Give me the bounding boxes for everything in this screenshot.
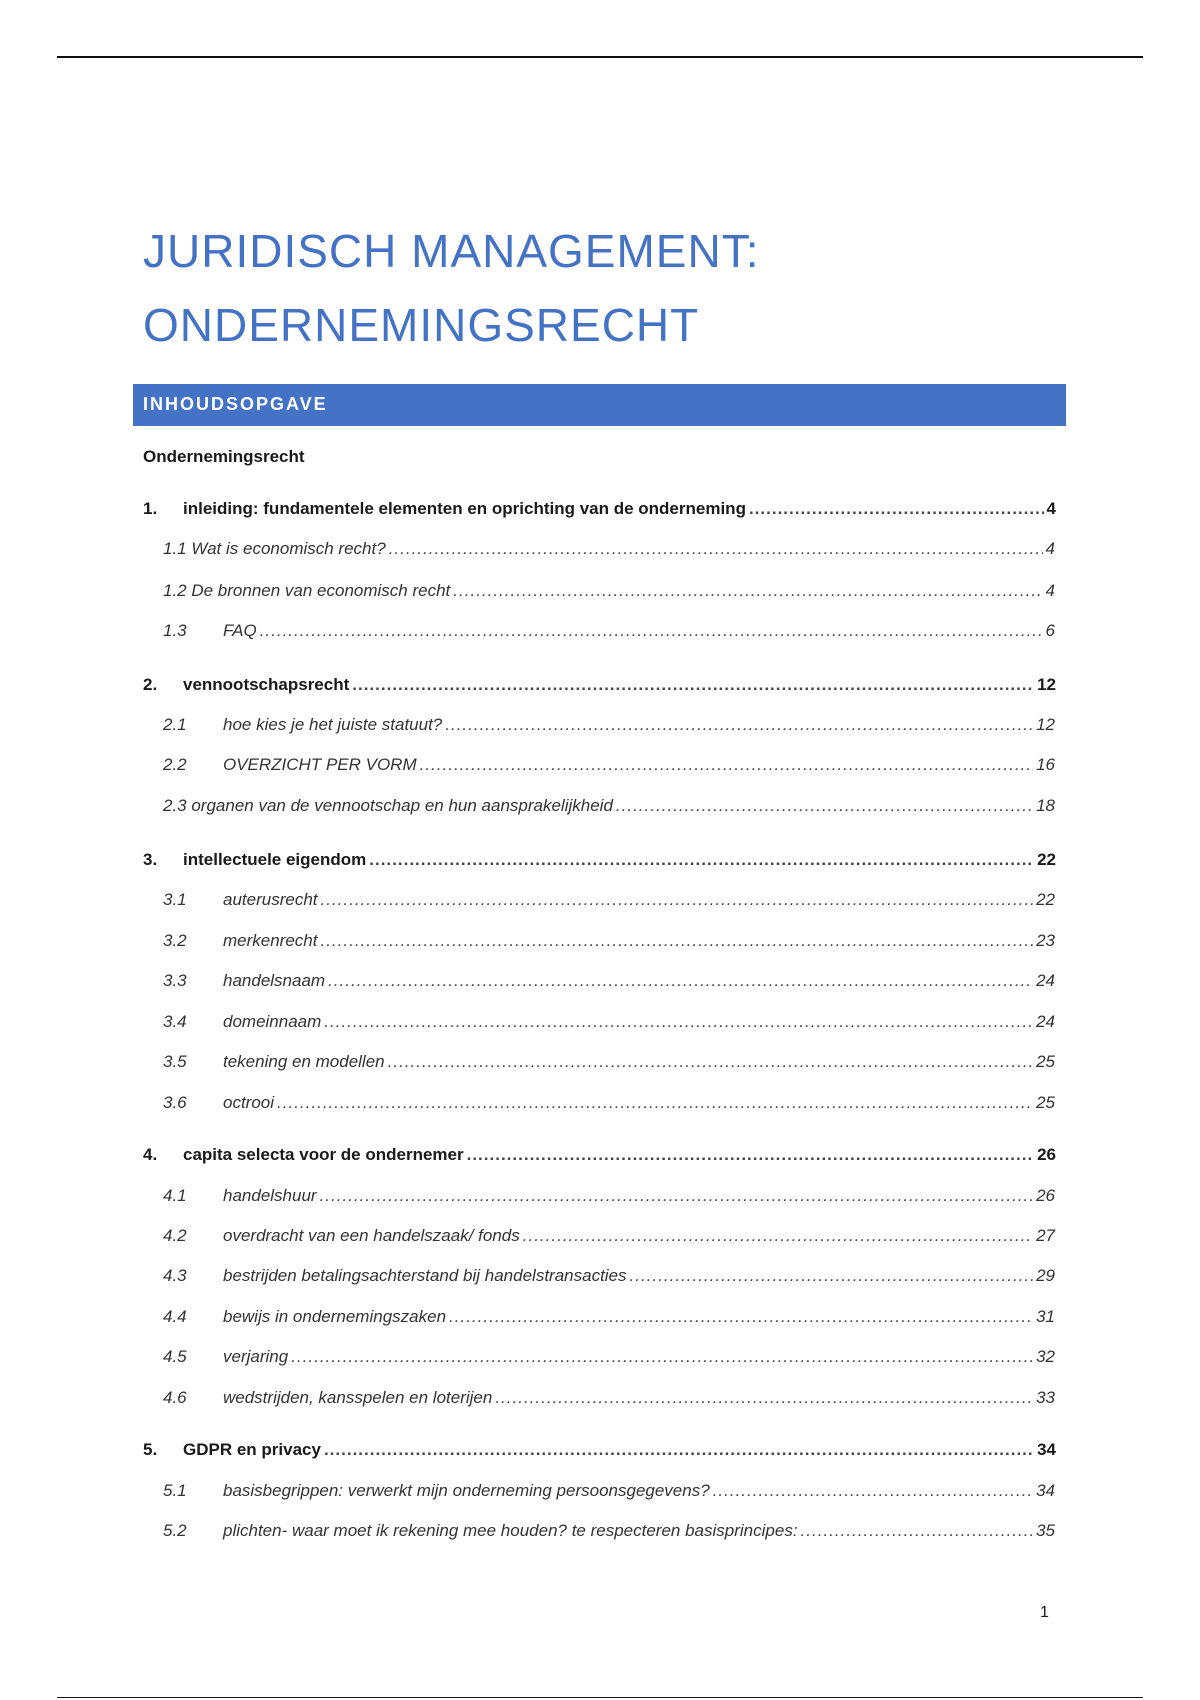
toc-entry-title: verjaring bbox=[223, 1347, 289, 1366]
toc-leader bbox=[324, 1010, 1033, 1034]
top-rule bbox=[57, 56, 1143, 58]
toc-entry[interactable] bbox=[143, 497, 1056, 521]
toc-entry-number: 4.6 bbox=[163, 1388, 187, 1407]
toc-leader bbox=[445, 713, 1033, 737]
toc-entry-page: 4 bbox=[1045, 539, 1055, 558]
toc-entry-page: 23 bbox=[1036, 931, 1055, 950]
toc-entry-title: basisbegrippen: verwerkt mijn onderneming persoonsgegevens? bbox=[223, 1481, 710, 1500]
toc-entry-number: 2.1 bbox=[163, 715, 187, 734]
toc-entry[interactable] bbox=[163, 794, 1055, 818]
toc-leader bbox=[320, 1184, 1034, 1208]
toc-entry-title: bewijs in ondernemingszaken bbox=[223, 1307, 447, 1326]
toc-entry-page: 22 bbox=[1037, 850, 1056, 869]
toc-entry[interactable] bbox=[163, 1305, 1055, 1329]
toc-entry-title: intellectuele eigendom bbox=[183, 850, 367, 869]
toc-entry-page: 6 bbox=[1045, 621, 1055, 640]
toc-entry-title: FAQ bbox=[223, 621, 257, 640]
toc-entry-title: hoe kies je het juiste statuut? bbox=[223, 715, 443, 734]
toc-entry-page: 31 bbox=[1036, 1307, 1055, 1326]
toc-entry[interactable] bbox=[163, 713, 1055, 737]
toc-entry-number: 3. bbox=[143, 850, 158, 869]
toc-leader bbox=[630, 1264, 1034, 1288]
toc-entry[interactable] bbox=[163, 1184, 1055, 1208]
toc-entry-page: 29 bbox=[1036, 1266, 1055, 1285]
toc-entry-number: 5. bbox=[143, 1440, 158, 1459]
toc-entry[interactable] bbox=[163, 579, 1055, 603]
title-line-2: ONDERNEMINGSRECHT bbox=[143, 299, 700, 351]
toc-entry-title: bestrijden betalingsachterstand bij handelstransacties bbox=[223, 1266, 627, 1285]
toc-entry-page: 4 bbox=[1046, 499, 1056, 518]
toc-entry[interactable] bbox=[143, 848, 1056, 872]
toc-entry-page: 32 bbox=[1036, 1347, 1055, 1366]
toc-entry-number: 4.1 bbox=[163, 1186, 187, 1205]
toc-entry-number: 5.2 bbox=[163, 1521, 187, 1540]
toc-entry-page: 22 bbox=[1036, 890, 1055, 909]
toc-leader bbox=[801, 1519, 1034, 1543]
toc-entry-title: merkenrecht bbox=[223, 931, 318, 950]
toc-entry-number: 3.6 bbox=[163, 1093, 187, 1112]
toc-entry-page: 34 bbox=[1036, 1481, 1055, 1500]
toc-entry-number: 5.1 bbox=[163, 1481, 187, 1500]
toc-entry-title: vennootschapsrecht bbox=[183, 675, 350, 694]
toc-entry-title: tekening en modellen bbox=[223, 1052, 385, 1071]
toc-entry[interactable] bbox=[163, 1224, 1055, 1248]
toc-entry[interactable] bbox=[163, 1264, 1055, 1288]
toc-entry[interactable] bbox=[163, 888, 1055, 912]
toc-entry-number: 3.5 bbox=[163, 1052, 187, 1071]
toc-leader bbox=[388, 1050, 1033, 1074]
toc-entry-title: capita selecta voor de ondernemer bbox=[183, 1145, 464, 1164]
toc-leader bbox=[320, 929, 1033, 953]
toc-entry-page: 34 bbox=[1037, 1440, 1056, 1459]
toc-leader bbox=[277, 1091, 1033, 1115]
toc-entry[interactable] bbox=[163, 619, 1055, 643]
toc-entry-title: domeinnaam bbox=[223, 1012, 322, 1031]
toc-entry-page: 27 bbox=[1036, 1226, 1055, 1245]
toc-entry-title: GDPR en privacy bbox=[183, 1440, 321, 1459]
toc-entry[interactable] bbox=[143, 1438, 1056, 1462]
toc-entry[interactable] bbox=[143, 1143, 1056, 1167]
toc-leader bbox=[420, 753, 1033, 777]
toc-entry-number: 4.3 bbox=[163, 1266, 187, 1285]
toc-entry-title: octrooi bbox=[223, 1093, 275, 1112]
toc-entry[interactable] bbox=[163, 1519, 1055, 1543]
toc-entry[interactable] bbox=[163, 1050, 1055, 1074]
toc-entry-title: 1.1 Wat is economisch recht? bbox=[163, 539, 386, 558]
toc-entry-page: 26 bbox=[1037, 1145, 1056, 1164]
toc-entry-page: 12 bbox=[1036, 715, 1055, 734]
toc-entry-number: 4.4 bbox=[163, 1307, 187, 1326]
toc-leader bbox=[389, 537, 1043, 561]
toc-entry-title: auterusrecht bbox=[223, 890, 318, 909]
toc-entry[interactable] bbox=[143, 673, 1056, 697]
toc-leader bbox=[328, 969, 1033, 993]
toc-leader bbox=[749, 497, 1044, 521]
toc-heading-bar: INHOUDSOPGAVE bbox=[133, 384, 1066, 426]
toc-leader bbox=[467, 1143, 1034, 1167]
toc-entry-page: 26 bbox=[1036, 1186, 1055, 1205]
toc-entry-page: 25 bbox=[1036, 1093, 1055, 1112]
page-number: 1 bbox=[1040, 1604, 1049, 1621]
toc-leader bbox=[260, 619, 1043, 643]
toc-leader bbox=[523, 1224, 1033, 1248]
toc-entry-page: 18 bbox=[1036, 796, 1055, 815]
toc-entry-page: 24 bbox=[1036, 971, 1055, 990]
toc-entry-page: 33 bbox=[1036, 1388, 1055, 1407]
toc-entry-number: 3.3 bbox=[163, 971, 187, 990]
toc-entry-number: 3.1 bbox=[163, 890, 187, 909]
toc-entry[interactable] bbox=[163, 753, 1055, 777]
toc-entry-page: 12 bbox=[1037, 675, 1056, 694]
toc-leader bbox=[321, 888, 1034, 912]
toc-entry[interactable] bbox=[163, 1479, 1055, 1503]
toc-entry-number: 3.4 bbox=[163, 1012, 187, 1031]
toc-leader bbox=[616, 794, 1033, 818]
toc-entry-title: 1.2 De bronnen van economisch recht bbox=[163, 581, 451, 600]
toc-entry-title: handelsnaam bbox=[223, 971, 326, 990]
toc-leader bbox=[495, 1386, 1033, 1410]
toc-entry-number: 4. bbox=[143, 1145, 158, 1164]
toc-entry-number: 4.2 bbox=[163, 1226, 187, 1245]
toc-entry-number: 4.5 bbox=[163, 1347, 187, 1366]
toc-entry[interactable] bbox=[163, 969, 1055, 993]
toc-leader bbox=[324, 1438, 1034, 1462]
toc-leader bbox=[713, 1479, 1033, 1503]
toc-entry-number: 2.2 bbox=[163, 755, 187, 774]
toc-entry-page: 24 bbox=[1036, 1012, 1055, 1031]
toc-entry[interactable] bbox=[163, 1010, 1055, 1034]
toc-entry-page: 4 bbox=[1045, 581, 1055, 600]
toc-entry-title: overdracht van een handelszaak/ fonds bbox=[223, 1226, 520, 1245]
toc-entry-title: OVERZICHT PER VORM bbox=[223, 755, 417, 774]
title-line-1: JURIDISCH MANAGEMENT: bbox=[143, 225, 760, 277]
toc-entry-title: inleiding: fundamentele elementen en oprichting van de onderneming bbox=[183, 499, 746, 518]
toc-entry-title: handelshuur bbox=[223, 1186, 317, 1205]
toc-entry[interactable] bbox=[163, 1091, 1055, 1115]
toc-leader bbox=[369, 848, 1034, 872]
toc-leader bbox=[291, 1345, 1033, 1369]
toc-leader bbox=[449, 1305, 1033, 1329]
document-title bbox=[143, 214, 1043, 362]
toc-entry-number: 3.2 bbox=[163, 931, 187, 950]
toc-entry[interactable] bbox=[163, 929, 1055, 953]
toc-entry-title: 2.3 organen van de vennootschap en hun aansprakelijkheid bbox=[163, 796, 613, 815]
toc-entry-number: 1.3 bbox=[163, 621, 187, 640]
toc-entry-page: 25 bbox=[1036, 1052, 1055, 1071]
toc-intro: Ondernemingsrecht bbox=[143, 447, 305, 466]
toc-entry[interactable] bbox=[163, 537, 1055, 561]
toc-entry-page: 35 bbox=[1036, 1521, 1055, 1540]
toc-entry-page: 16 bbox=[1036, 755, 1055, 774]
toc-entry-title: plichten- waar moet ik rekening mee houden? te respecteren basisprincipes: bbox=[223, 1521, 798, 1540]
toc-leader bbox=[453, 579, 1042, 603]
toc-entry-number: 1. bbox=[143, 499, 158, 518]
toc-leader bbox=[352, 673, 1034, 697]
toc-entry[interactable] bbox=[163, 1345, 1055, 1369]
toc-entry-title: wedstrijden, kansspelen en loterijen bbox=[223, 1388, 493, 1407]
toc-entry-number: 2. bbox=[143, 675, 158, 694]
toc-entry[interactable] bbox=[163, 1386, 1055, 1410]
bottom-rule bbox=[57, 1697, 1143, 1698]
